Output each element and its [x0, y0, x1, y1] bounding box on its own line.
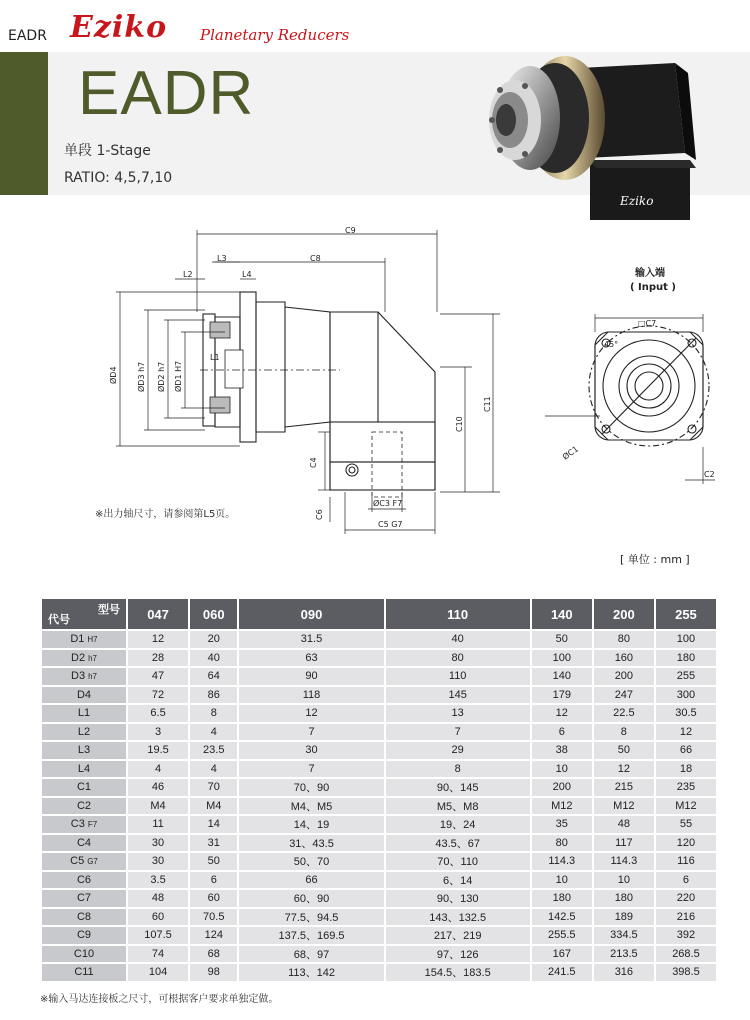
table-cell: 107.5 — [128, 927, 188, 944]
table-cell: M12 — [656, 798, 716, 815]
table-row — [42, 705, 716, 722]
label-c7: □C7 — [638, 319, 657, 328]
table-cell: 8 — [386, 761, 530, 778]
table-cell: 90、145 — [386, 779, 530, 796]
table-cell: 30 — [239, 742, 383, 759]
table-cell: 77.5、94.5 — [239, 909, 383, 926]
table-cell: 20 — [190, 631, 237, 648]
corner-code-label: 代号 — [48, 614, 70, 626]
row-code-cell — [42, 761, 126, 778]
table-cell: 68、97 — [239, 946, 383, 963]
table-cell: 50 — [594, 742, 654, 759]
table-cell: M4、M5 — [239, 798, 383, 815]
row-code-cell — [42, 946, 126, 963]
input-title-cn: 输入端 — [635, 268, 665, 279]
label-l4: L4 — [242, 270, 252, 279]
table-cell: 50 — [532, 631, 592, 648]
column-header: 047 — [128, 599, 188, 629]
table-cell: 268.5 — [656, 946, 716, 963]
table-cell: 137.5、169.5 — [239, 927, 383, 944]
table-row — [42, 816, 716, 833]
table-cell: 179 — [532, 687, 592, 704]
table-cell: 6 — [532, 724, 592, 741]
table-cell: 60、90 — [239, 890, 383, 907]
row-code-cell — [42, 964, 126, 981]
row-code: L4 — [77, 762, 91, 775]
dimension-drawing — [90, 222, 720, 542]
row-code-cell — [42, 816, 126, 833]
input-title-en: ( Input ) — [630, 282, 677, 293]
column-header: 200 — [594, 599, 654, 629]
table-cell: 50、70 — [239, 853, 383, 870]
table-cell: 28 — [128, 650, 188, 667]
table-row — [42, 872, 716, 889]
table-row — [42, 946, 716, 963]
header-model-code: EADR — [8, 28, 47, 44]
table-row — [42, 853, 716, 870]
table-cell: M4 — [128, 798, 188, 815]
table-cell: 8 — [594, 724, 654, 741]
table-cell: 200 — [594, 668, 654, 685]
label-d1: ØD1 H7 — [174, 360, 183, 392]
row-code-cell — [42, 687, 126, 704]
table-cell: 255 — [656, 668, 716, 685]
model-title: EADR — [78, 59, 255, 128]
table-cell: 66 — [239, 872, 383, 889]
row-code-tolerance: H7 — [87, 635, 98, 645]
row-code-cell — [42, 705, 126, 722]
table-cell: 10 — [594, 872, 654, 889]
table-cell: 68 — [190, 946, 237, 963]
row-code: L1 — [77, 707, 91, 720]
label-d3: ØD3 h7 — [137, 361, 146, 392]
table-cell: 63 — [239, 650, 383, 667]
row-code-cell — [42, 650, 126, 667]
table-cell: 200 — [532, 779, 592, 796]
row-code: D4 — [76, 688, 92, 701]
table-cell: 12 — [128, 631, 188, 648]
table-cell: 140 — [532, 668, 592, 685]
table-cell: 40 — [190, 650, 237, 667]
corner-model-label: 型号 — [98, 604, 120, 616]
table-cell: 18 — [656, 761, 716, 778]
label-d4: ØD4 — [109, 366, 118, 384]
row-code: C2 — [76, 799, 92, 812]
table-cell: 66 — [656, 742, 716, 759]
table-cell: 22.5 — [594, 705, 654, 722]
row-code: C9 — [76, 929, 92, 942]
table-cell: 14 — [190, 816, 237, 833]
table-cell: 3.5 — [128, 872, 188, 889]
table-cell: 120 — [656, 835, 716, 852]
label-d2: ØD2 h7 — [157, 361, 166, 392]
label-c10: C10 — [455, 416, 464, 432]
table-cell: 6.5 — [128, 705, 188, 722]
table-cell: 217、219 — [386, 927, 530, 944]
row-code-cell — [42, 835, 126, 852]
table-cell: 154.5、183.5 — [386, 964, 530, 981]
row-code-cell — [42, 890, 126, 907]
table-cell: 4 — [128, 761, 188, 778]
table-cell: 114.3 — [532, 853, 592, 870]
table-cell: 180 — [594, 890, 654, 907]
table-cell: 104 — [128, 964, 188, 981]
label-l1: L1 — [210, 353, 220, 362]
table-row — [42, 798, 716, 815]
table-header-row — [42, 599, 716, 629]
table-cell: 316 — [594, 964, 654, 981]
row-code-cell — [42, 779, 126, 796]
table-row — [42, 668, 716, 685]
row-code: C7 — [76, 892, 92, 905]
table-body — [42, 631, 716, 981]
row-code: C8 — [76, 910, 92, 923]
table-cell: 19、24 — [386, 816, 530, 833]
table-cell: 98 — [190, 964, 237, 981]
table-cell: 241.5 — [532, 964, 592, 981]
label-c3: ØC3 F7 — [373, 499, 403, 508]
table-cell: 235 — [656, 779, 716, 796]
label-l3: L3 — [217, 254, 227, 263]
table-cell: 213.5 — [594, 946, 654, 963]
table-cell: 10 — [532, 872, 592, 889]
table-cell: 6 — [656, 872, 716, 889]
table-cell: 64 — [190, 668, 237, 685]
row-code-cell — [42, 724, 126, 741]
label-l2: L2 — [183, 270, 193, 279]
table-cell: M12 — [594, 798, 654, 815]
table-cell: 29 — [386, 742, 530, 759]
product-logo: Eziko — [620, 194, 654, 208]
row-code-cell — [42, 668, 126, 685]
table-row — [42, 761, 716, 778]
table-cell: 180 — [532, 890, 592, 907]
column-header: 255 — [656, 599, 716, 629]
label-c6: C6 — [315, 509, 324, 520]
table-cell: 31.5 — [239, 631, 383, 648]
row-code-tolerance: F7 — [87, 820, 98, 830]
table-cell: 31 — [190, 835, 237, 852]
table-row — [42, 650, 716, 667]
row-code: D3 — [71, 670, 86, 683]
column-header: 060 — [190, 599, 237, 629]
table-cell: 189 — [594, 909, 654, 926]
table-row — [42, 631, 716, 648]
table-row — [42, 964, 716, 981]
table-cell: 60 — [190, 890, 237, 907]
table-cell: 3 — [128, 724, 188, 741]
row-code-tolerance: G7 — [87, 857, 98, 867]
table-cell: 118 — [239, 687, 383, 704]
table-cell: 72 — [128, 687, 188, 704]
table-cell: 30 — [128, 853, 188, 870]
table-cell: 46 — [128, 779, 188, 796]
row-code: D2 — [71, 651, 86, 664]
table-cell: 97、126 — [386, 946, 530, 963]
table-cell: 30 — [128, 835, 188, 852]
table-cell: 100 — [656, 631, 716, 648]
table-cell: 47 — [128, 668, 188, 685]
brand-tagline: Planetary Reducers — [200, 26, 350, 44]
table-cell: 255.5 — [532, 927, 592, 944]
unit-label: [ 单位 : mm ] — [620, 553, 690, 566]
table-cell: 43.5、67 — [386, 835, 530, 852]
table-cell: 7 — [239, 761, 383, 778]
column-header: 090 — [239, 599, 383, 629]
table-cell: 30.5 — [656, 705, 716, 722]
table-cell: M12 — [532, 798, 592, 815]
table-cell: 143、132.5 — [386, 909, 530, 926]
table-cell: 48 — [128, 890, 188, 907]
product-image — [470, 48, 720, 223]
table-cell: 80 — [532, 835, 592, 852]
table-cell: 12 — [656, 724, 716, 741]
label-c11: C11 — [483, 396, 492, 412]
spec-table — [40, 597, 718, 983]
table-cell: 55 — [656, 816, 716, 833]
table-row — [42, 835, 716, 852]
table-cell: 35 — [532, 816, 592, 833]
row-code: C3 — [70, 818, 85, 831]
label-angle: 45° — [604, 340, 619, 349]
table-cell: 38 — [532, 742, 592, 759]
table-cell: 11 — [128, 816, 188, 833]
table-cell: 31、43.5 — [239, 835, 383, 852]
table-cell: M5、M8 — [386, 798, 530, 815]
table-cell: 13 — [386, 705, 530, 722]
row-code-cell — [42, 631, 126, 648]
table-cell: 80 — [594, 631, 654, 648]
brand-logo: Eziko — [70, 10, 168, 45]
table-row — [42, 742, 716, 759]
row-code: C1 — [76, 781, 92, 794]
table-cell: 160 — [594, 650, 654, 667]
table-cell: 70、90 — [239, 779, 383, 796]
table-cell: 334.5 — [594, 927, 654, 944]
row-code: C4 — [76, 836, 92, 849]
table-cell: 392 — [656, 927, 716, 944]
table-cell: 216 — [656, 909, 716, 926]
hero-accent-bar — [0, 52, 48, 195]
table-cell: 142.5 — [532, 909, 592, 926]
table-cell: 113、142 — [239, 964, 383, 981]
label-c8: C8 — [310, 254, 321, 263]
row-code-cell — [42, 742, 126, 759]
table-cell: 40 — [386, 631, 530, 648]
table-cell: 90、130 — [386, 890, 530, 907]
table-cell: 114.3 — [594, 853, 654, 870]
table-cell: 300 — [656, 687, 716, 704]
row-code: C5 — [70, 855, 85, 868]
table-row — [42, 724, 716, 741]
table-cell: 8 — [190, 705, 237, 722]
table-cell: 70.5 — [190, 909, 237, 926]
row-code-cell — [42, 798, 126, 815]
row-code: C6 — [76, 873, 92, 886]
input-plate-note: ※输入马达连接板之尺寸，可根据客户要求单独定做。 — [40, 994, 279, 1005]
output-shaft-note: ※出力轴尺寸，请参阅第L5页。 — [95, 509, 236, 520]
column-header: 110 — [386, 599, 530, 629]
row-code-cell — [42, 909, 126, 926]
table-cell: 12 — [532, 705, 592, 722]
row-code: D1 — [70, 633, 85, 646]
table-row — [42, 890, 716, 907]
row-code: C11 — [74, 966, 94, 979]
table-cell: 6 — [190, 872, 237, 889]
table-cell: 50 — [190, 853, 237, 870]
row-code-tolerance: h7 — [88, 672, 97, 682]
table-cell: 19.5 — [128, 742, 188, 759]
table-cell: 110 — [386, 668, 530, 685]
table-cell: 70 — [190, 779, 237, 796]
table-cell: 398.5 — [656, 964, 716, 981]
table-cell: 14、19 — [239, 816, 383, 833]
label-c2: C2 — [704, 470, 715, 479]
column-header: 140 — [532, 599, 592, 629]
table-cell: 7 — [386, 724, 530, 741]
table-cell: 12 — [239, 705, 383, 722]
label-c5: C5 G7 — [378, 520, 403, 529]
ratio-label: RATIO: 4,5,7,10 — [64, 170, 173, 186]
row-code-cell — [42, 853, 126, 870]
table-cell: 6、14 — [386, 872, 530, 889]
table-row — [42, 779, 716, 796]
row-code-cell — [42, 927, 126, 944]
table-row — [42, 909, 716, 926]
row-code-cell — [42, 872, 126, 889]
table-cell: 4 — [190, 724, 237, 741]
table-row — [42, 687, 716, 704]
table-cell: 12 — [594, 761, 654, 778]
table-cell: 7 — [239, 724, 383, 741]
label-c4: C4 — [309, 457, 318, 468]
table-cell: 60 — [128, 909, 188, 926]
label-c1: ØC1 — [560, 444, 581, 462]
row-code: L3 — [77, 744, 91, 757]
table-cell: 80 — [386, 650, 530, 667]
table-cell: 74 — [128, 946, 188, 963]
row-code: C10 — [73, 947, 95, 960]
table-cell: 23.5 — [190, 742, 237, 759]
table-cell: 70、110 — [386, 853, 530, 870]
table-cell: 180 — [656, 650, 716, 667]
table-cell: 220 — [656, 890, 716, 907]
table-cell: 215 — [594, 779, 654, 796]
table-row — [42, 927, 716, 944]
table-cell: 48 — [594, 816, 654, 833]
stage-label: 单段 1-Stage — [64, 143, 151, 159]
table-corner — [42, 599, 126, 629]
table-cell: 117 — [594, 835, 654, 852]
row-code-tolerance: h7 — [88, 653, 97, 663]
table-cell: M4 — [190, 798, 237, 815]
table-cell: 167 — [532, 946, 592, 963]
table-cell: 86 — [190, 687, 237, 704]
table-cell: 4 — [190, 761, 237, 778]
table-cell: 10 — [532, 761, 592, 778]
table-cell: 124 — [190, 927, 237, 944]
label-c9: C9 — [345, 226, 356, 235]
row-code: L2 — [77, 725, 91, 738]
table-cell: 145 — [386, 687, 530, 704]
table-cell: 247 — [594, 687, 654, 704]
table-cell: 116 — [656, 853, 716, 870]
table-cell: 90 — [239, 668, 383, 685]
table-cell: 100 — [532, 650, 592, 667]
